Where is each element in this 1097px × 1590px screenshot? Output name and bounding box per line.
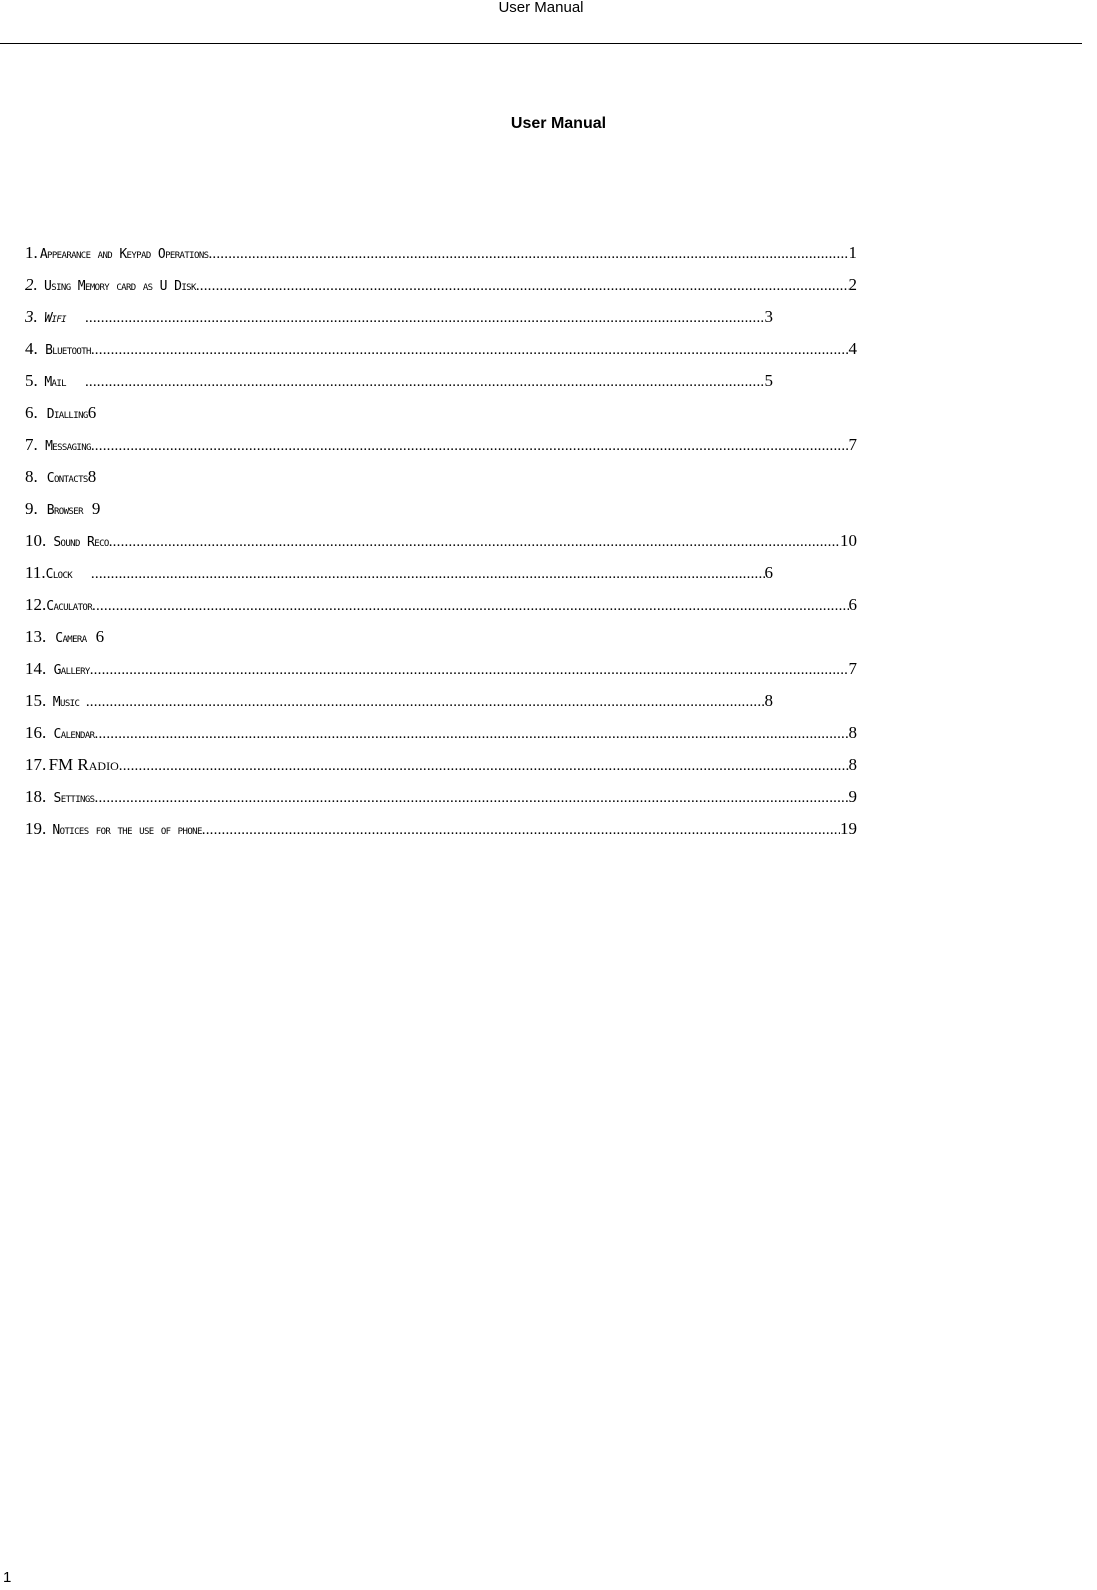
toc-entry-title: Caculator bbox=[46, 599, 93, 614]
toc-entry-page: 6 bbox=[95, 627, 105, 646]
toc-entry-gallery[interactable] bbox=[25, 656, 857, 688]
toc-entry-page: 7 bbox=[848, 435, 857, 454]
toc-entry-number: 7. bbox=[25, 435, 38, 454]
toc-entry-messaging[interactable] bbox=[25, 432, 857, 464]
toc-entry-memory-card[interactable] bbox=[25, 272, 857, 304]
toc-entry-page: 10 bbox=[840, 531, 857, 550]
toc-entry-title: Using Memory card as U Disk bbox=[44, 279, 196, 294]
toc-entry-number: 11. bbox=[25, 563, 46, 582]
toc-entry-page: 3 bbox=[764, 307, 773, 326]
toc-entry-number: 14. bbox=[25, 659, 47, 678]
toc-entry-title: Mail bbox=[44, 375, 66, 390]
toc-entry-mail[interactable] bbox=[25, 368, 773, 400]
toc-dot-leader bbox=[95, 721, 849, 747]
toc-entry-page: 8 bbox=[87, 467, 97, 486]
toc-entry-camera[interactable] bbox=[25, 624, 857, 656]
toc-entry-title: Notices for the use of phone bbox=[52, 823, 202, 838]
toc-entry-fm-radio[interactable] bbox=[25, 752, 857, 784]
toc-dot-leader bbox=[196, 273, 849, 299]
toc-entry-title: Camera bbox=[55, 631, 87, 646]
header-divider bbox=[0, 43, 1082, 44]
toc-dot-leader bbox=[86, 689, 765, 715]
toc-entry-title: Messaging bbox=[45, 439, 91, 454]
toc-dot-leader bbox=[109, 529, 840, 555]
toc-entry-page: 6 bbox=[87, 403, 97, 422]
toc-entry-dialling[interactable] bbox=[25, 400, 857, 432]
toc-dot-leader bbox=[91, 561, 765, 587]
toc-entry-number: 15. bbox=[25, 691, 47, 710]
toc-entry-number: 18. bbox=[25, 787, 47, 806]
toc-entry-title: Settings bbox=[53, 791, 95, 806]
toc-entry-number: 8. bbox=[25, 467, 38, 486]
toc-entry-title: Gallery bbox=[53, 663, 90, 678]
toc-entry-title: Wifi bbox=[44, 311, 66, 326]
toc-entry-bluetooth[interactable] bbox=[25, 336, 857, 368]
toc-entry-browser[interactable] bbox=[25, 496, 857, 528]
toc-entry-page: 2 bbox=[848, 275, 857, 294]
toc-entry-sound-reco[interactable] bbox=[25, 528, 857, 560]
toc-entry-title: Browser bbox=[46, 503, 83, 518]
toc-entry-calendar[interactable] bbox=[25, 720, 857, 752]
toc-entry-settings[interactable] bbox=[25, 784, 857, 816]
page-number: 1 bbox=[3, 1569, 12, 1586]
toc-dot-leader bbox=[85, 305, 765, 331]
toc-entry-page: 9 bbox=[91, 499, 101, 518]
toc-entry-page: 4 bbox=[848, 339, 857, 358]
toc-entry-number: 9. bbox=[25, 499, 38, 518]
toc-entry-page: 9 bbox=[848, 787, 857, 806]
toc-dot-leader bbox=[90, 657, 849, 683]
toc-entry-title: Appearance and Keypad Operations bbox=[39, 247, 209, 262]
toc-entry-title: Sound Reco bbox=[53, 535, 109, 550]
toc-entry-title: Dialling bbox=[46, 407, 88, 422]
toc-entry-page: 8 bbox=[764, 691, 773, 710]
document-title: User Manual bbox=[510, 115, 607, 132]
toc-entry-clock[interactable] bbox=[25, 560, 773, 592]
toc-entry-appearance[interactable] bbox=[25, 240, 857, 272]
toc-dot-leader bbox=[91, 433, 849, 459]
toc-entry-title: Music bbox=[52, 695, 80, 710]
toc-dot-leader bbox=[92, 593, 848, 619]
toc-entry-number: 5. bbox=[25, 371, 38, 390]
toc-entry-number: 2. bbox=[25, 275, 38, 294]
toc-dot-leader bbox=[202, 817, 840, 843]
toc-entry-page: 8 bbox=[848, 723, 857, 742]
toc-entry-number: 19. bbox=[25, 819, 47, 838]
toc-entry-caculator[interactable] bbox=[25, 592, 857, 624]
toc-entry-number: 12. bbox=[25, 595, 47, 614]
toc-entry-page: 6 bbox=[848, 595, 857, 614]
toc-entry-title: Contacts bbox=[46, 471, 88, 486]
toc-entry-number: 4. bbox=[25, 339, 38, 358]
table-of-contents bbox=[25, 240, 857, 848]
toc-entry-page: 6 bbox=[764, 563, 773, 582]
toc-entry-music[interactable] bbox=[25, 688, 773, 720]
toc-entry-contacts[interactable] bbox=[25, 464, 857, 496]
toc-dot-leader bbox=[85, 369, 765, 395]
toc-entry-title: FM Radio bbox=[48, 755, 119, 774]
toc-entry-title: Calendar bbox=[53, 727, 95, 742]
toc-entry-number: 6. bbox=[25, 403, 38, 422]
toc-entry-page: 19 bbox=[840, 819, 857, 838]
toc-dot-leader bbox=[119, 753, 849, 779]
toc-entry-title: Bluetooth bbox=[45, 343, 91, 358]
toc-entry-number: 3. bbox=[25, 307, 38, 326]
toc-entry-number: 17. bbox=[25, 755, 47, 774]
toc-entry-page: 8 bbox=[848, 755, 857, 774]
toc-entry-number: 16. bbox=[25, 723, 47, 742]
toc-entry-number: 10. bbox=[25, 531, 47, 550]
running-header: User Manual bbox=[498, 0, 584, 16]
toc-entry-number: 1. bbox=[25, 243, 38, 262]
toc-dot-leader bbox=[95, 785, 849, 811]
toc-entry-page: 5 bbox=[764, 371, 773, 390]
toc-entry-notices[interactable] bbox=[25, 816, 857, 848]
toc-entry-number: 13. bbox=[25, 627, 47, 646]
toc-dot-leader bbox=[208, 241, 848, 267]
toc-entry-page: 1 bbox=[848, 243, 857, 262]
toc-entry-page: 7 bbox=[848, 659, 857, 678]
toc-dot-leader bbox=[91, 337, 849, 363]
toc-entry-title: Clock bbox=[45, 567, 73, 582]
toc-entry-wifi[interactable] bbox=[25, 304, 773, 336]
